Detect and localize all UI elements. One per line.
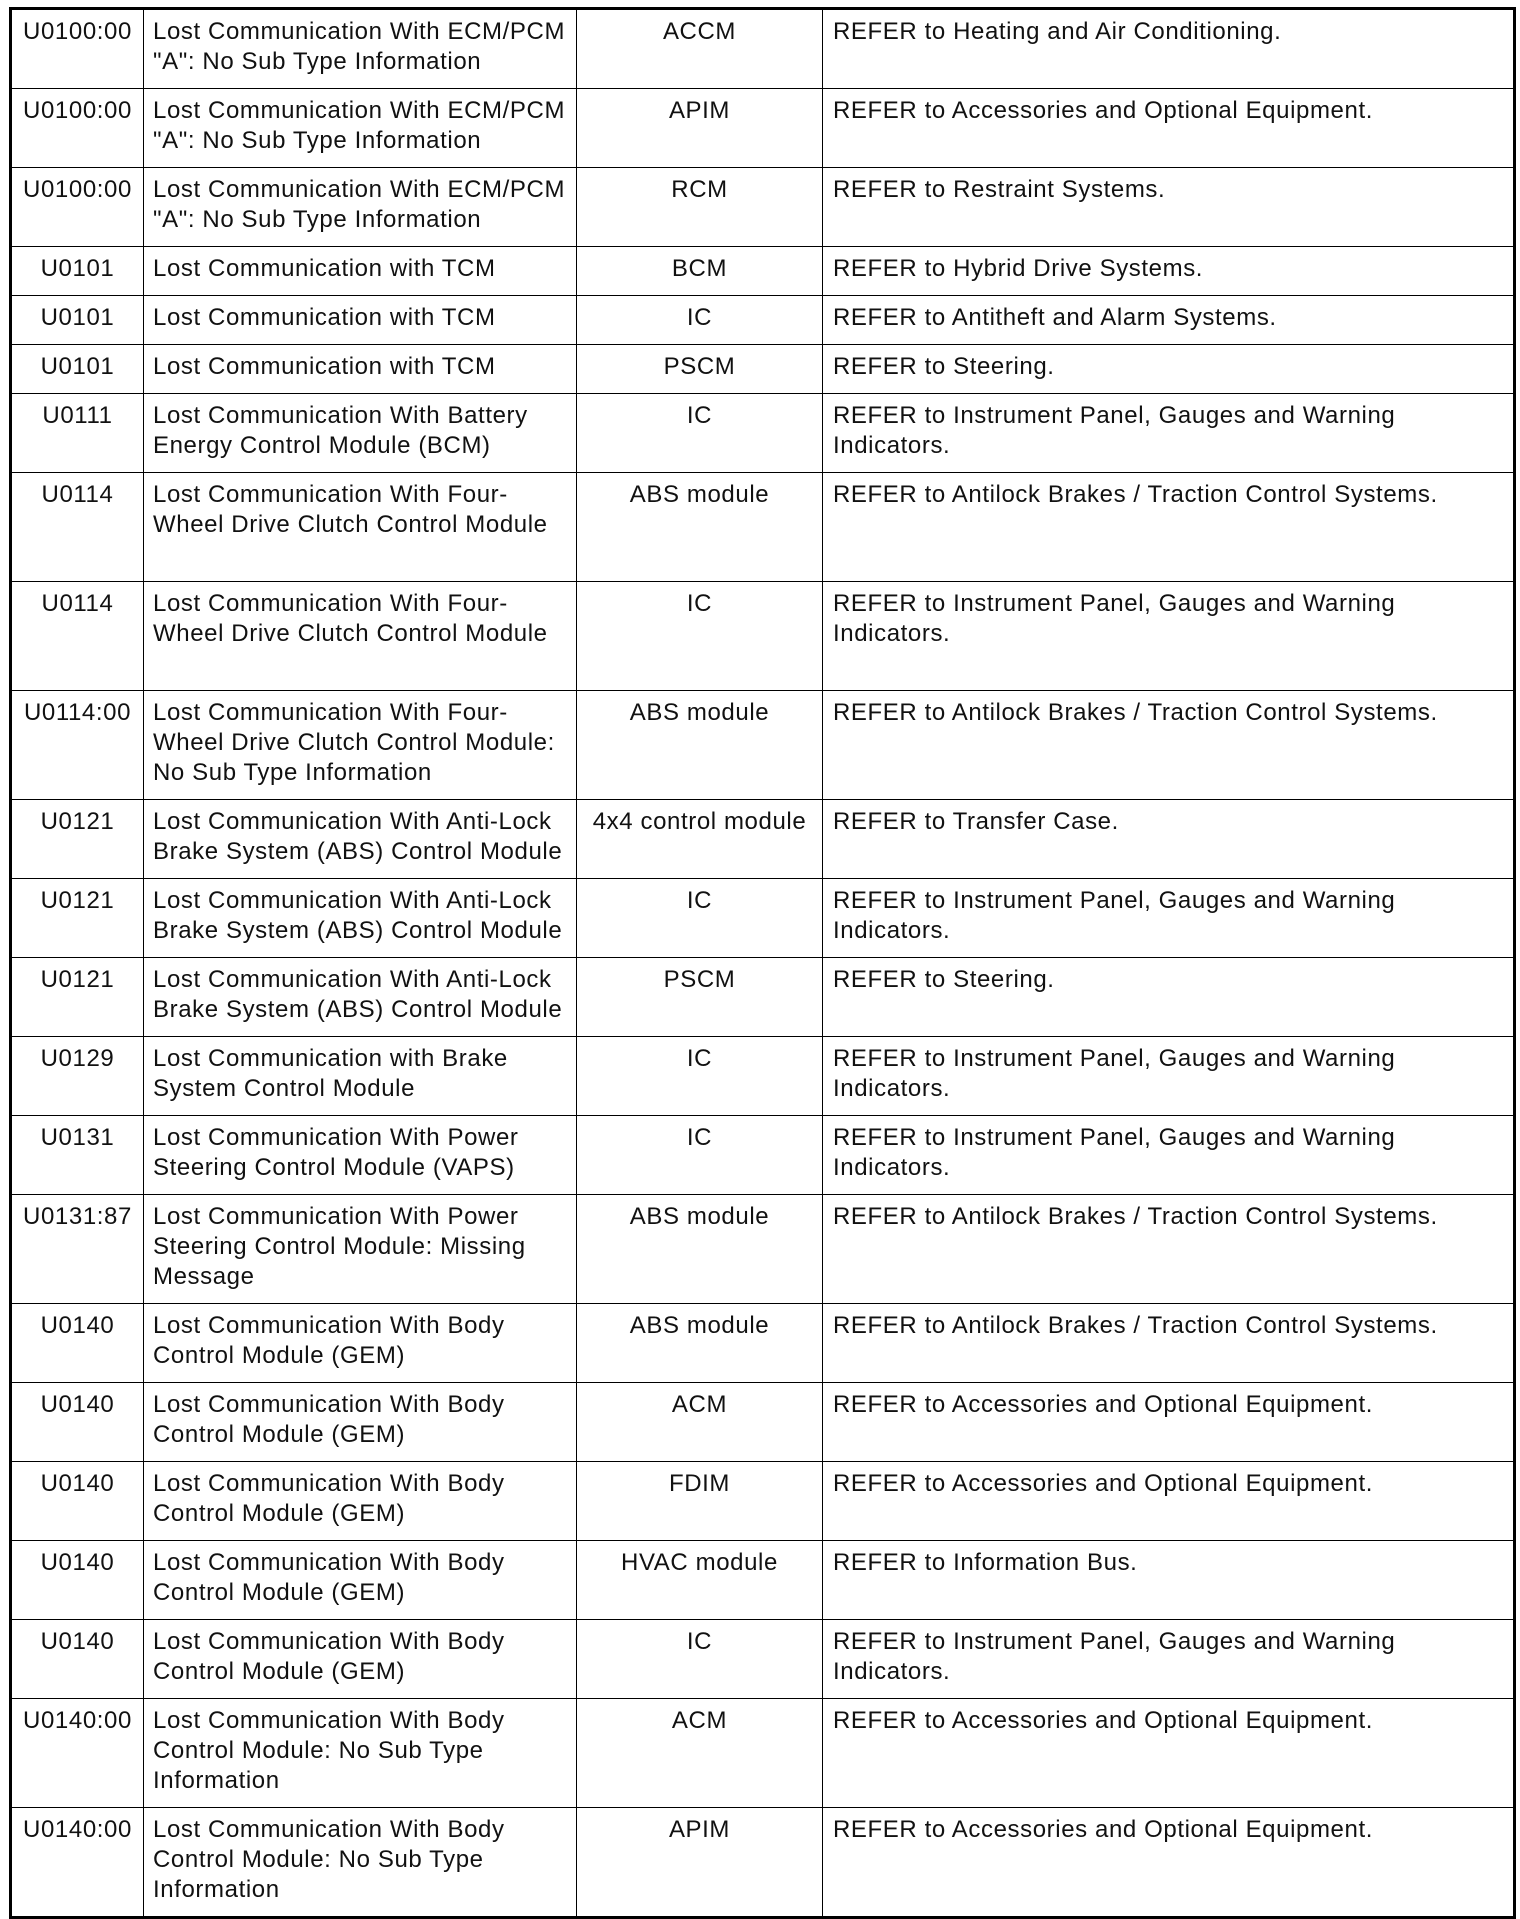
description-cell: Lost Communication with TCM <box>144 247 577 296</box>
action-cell: REFER to Hybrid Drive Systems. <box>823 247 1515 296</box>
module-cell: 4x4 control module <box>577 800 823 879</box>
dtc-code-cell: U0121 <box>11 958 144 1037</box>
module-cell: ABS module <box>577 1195 823 1304</box>
module-cell: ACM <box>577 1383 823 1462</box>
module-cell: ACCM <box>577 9 823 89</box>
action-cell: REFER to Antilock Brakes / Traction Control Systems. <box>823 1195 1515 1304</box>
description-cell: Lost Communication With Body Control Module (GEM) <box>144 1541 577 1620</box>
module-cell: FDIM <box>577 1462 823 1541</box>
table-row <box>11 247 1515 296</box>
dtc-code-cell: U0140 <box>11 1383 144 1462</box>
description-cell: Lost Communication With Four-Wheel Drive Clutch Control Module <box>144 473 577 582</box>
description-cell: Lost Communication With ECM/PCM "A": No Sub Type Information <box>144 168 577 247</box>
dtc-code-cell: U0101 <box>11 345 144 394</box>
action-cell: REFER to Transfer Case. <box>823 800 1515 879</box>
table-row <box>11 800 1515 879</box>
table-row <box>11 691 1515 800</box>
action-cell: REFER to Instrument Panel, Gauges and Warning Indicators. <box>823 1037 1515 1116</box>
table-row <box>11 89 1515 168</box>
action-cell: REFER to Antilock Brakes / Traction Control Systems. <box>823 1304 1515 1383</box>
module-cell: APIM <box>577 89 823 168</box>
action-cell: REFER to Antilock Brakes / Traction Control Systems. <box>823 473 1515 582</box>
module-cell: IC <box>577 1620 823 1699</box>
action-cell: REFER to Accessories and Optional Equipment. <box>823 1699 1515 1808</box>
description-cell: Lost Communication With Body Control Module (GEM) <box>144 1620 577 1699</box>
dtc-code-cell: U0140 <box>11 1304 144 1383</box>
table-row <box>11 582 1515 691</box>
description-cell: Lost Communication With ECM/PCM "A": No Sub Type Information <box>144 9 577 89</box>
module-cell: ABS module <box>577 473 823 582</box>
dtc-code-cell: U0131 <box>11 1116 144 1195</box>
module-cell: BCM <box>577 247 823 296</box>
module-cell: IC <box>577 582 823 691</box>
action-cell: REFER to Steering. <box>823 958 1515 1037</box>
table-row <box>11 1304 1515 1383</box>
description-cell: Lost Communication With Power Steering Control Module: Missing Message <box>144 1195 577 1304</box>
module-cell: PSCM <box>577 345 823 394</box>
dtc-code-cell: U0140 <box>11 1541 144 1620</box>
dtc-code-cell: U0121 <box>11 800 144 879</box>
description-cell: Lost Communication with Brake System Control Module <box>144 1037 577 1116</box>
module-cell: IC <box>577 1037 823 1116</box>
dtc-code-cell: U0121 <box>11 879 144 958</box>
module-cell: IC <box>577 296 823 345</box>
dtc-code-cell: U0140 <box>11 1620 144 1699</box>
action-cell: REFER to Instrument Panel, Gauges and Warning Indicators. <box>823 582 1515 691</box>
action-cell: REFER to Instrument Panel, Gauges and Warning Indicators. <box>823 1116 1515 1195</box>
dtc-code-cell: U0114 <box>11 582 144 691</box>
description-cell: Lost Communication With Battery Energy Control Module (BCM) <box>144 394 577 473</box>
description-cell: Lost Communication With Body Control Module: No Sub Type Information <box>144 1699 577 1808</box>
description-cell: Lost Communication With Power Steering Control Module (VAPS) <box>144 1116 577 1195</box>
description-cell: Lost Communication With Four-Wheel Drive Clutch Control Module <box>144 582 577 691</box>
table-row <box>11 1383 1515 1462</box>
table-row <box>11 1699 1515 1808</box>
module-cell: RCM <box>577 168 823 247</box>
dtc-code-cell: U0140 <box>11 1462 144 1541</box>
module-cell: HVAC module <box>577 1541 823 1620</box>
table-row <box>11 1116 1515 1195</box>
table-row <box>11 168 1515 247</box>
module-cell: IC <box>577 394 823 473</box>
table-row <box>11 473 1515 582</box>
description-cell: Lost Communication With Anti-Lock Brake System (ABS) Control Module <box>144 879 577 958</box>
dtc-code-cell: U0100:00 <box>11 168 144 247</box>
action-cell: REFER to Instrument Panel, Gauges and Warning Indicators. <box>823 394 1515 473</box>
action-cell: REFER to Accessories and Optional Equipment. <box>823 1808 1515 1918</box>
action-cell: REFER to Antitheft and Alarm Systems. <box>823 296 1515 345</box>
action-cell: REFER to Instrument Panel, Gauges and Warning Indicators. <box>823 879 1515 958</box>
action-cell: REFER to Heating and Air Conditioning. <box>823 9 1515 89</box>
action-cell: REFER to Restraint Systems. <box>823 168 1515 247</box>
action-cell: REFER to Accessories and Optional Equipment. <box>823 1462 1515 1541</box>
dtc-code-cell: U0114:00 <box>11 691 144 800</box>
description-cell: Lost Communication With Body Control Module: No Sub Type Information <box>144 1808 577 1918</box>
table-row <box>11 1195 1515 1304</box>
dtc-code-cell: U0100:00 <box>11 89 144 168</box>
module-cell: IC <box>577 1116 823 1195</box>
table-row <box>11 958 1515 1037</box>
table-row <box>11 9 1515 89</box>
description-cell: Lost Communication with TCM <box>144 296 577 345</box>
module-cell: IC <box>577 879 823 958</box>
action-cell: REFER to Antilock Brakes / Traction Control Systems. <box>823 691 1515 800</box>
table-row <box>11 394 1515 473</box>
action-cell: REFER to Instrument Panel, Gauges and Warning Indicators. <box>823 1620 1515 1699</box>
description-cell: Lost Communication With ECM/PCM "A": No Sub Type Information <box>144 89 577 168</box>
table-row <box>11 879 1515 958</box>
description-cell: Lost Communication With Body Control Module (GEM) <box>144 1383 577 1462</box>
dtc-code-cell: U0131:87 <box>11 1195 144 1304</box>
description-cell: Lost Communication with TCM <box>144 345 577 394</box>
description-cell: Lost Communication With Anti-Lock Brake System (ABS) Control Module <box>144 800 577 879</box>
module-cell: ABS module <box>577 1304 823 1383</box>
description-cell: Lost Communication With Body Control Module (GEM) <box>144 1462 577 1541</box>
table-row <box>11 345 1515 394</box>
table-row <box>11 1808 1515 1918</box>
module-cell: ABS module <box>577 691 823 800</box>
action-cell: REFER to Information Bus. <box>823 1541 1515 1620</box>
dtc-code-cell: U0111 <box>11 394 144 473</box>
table-row <box>11 1462 1515 1541</box>
description-cell: Lost Communication With Four-Wheel Drive Clutch Control Module: No Sub Type Information <box>144 691 577 800</box>
module-cell: APIM <box>577 1808 823 1918</box>
action-cell: REFER to Accessories and Optional Equipment. <box>823 89 1515 168</box>
dtc-code-cell: U0100:00 <box>11 9 144 89</box>
dtc-table <box>9 7 1516 1919</box>
dtc-code-cell: U0101 <box>11 296 144 345</box>
dtc-code-cell: U0129 <box>11 1037 144 1116</box>
action-cell: REFER to Steering. <box>823 345 1515 394</box>
table-row <box>11 296 1515 345</box>
table-row <box>11 1541 1515 1620</box>
dtc-code-cell: U0114 <box>11 473 144 582</box>
dtc-code-cell: U0140:00 <box>11 1808 144 1918</box>
dtc-code-cell: U0140:00 <box>11 1699 144 1808</box>
table-row <box>11 1620 1515 1699</box>
module-cell: PSCM <box>577 958 823 1037</box>
description-cell: Lost Communication With Body Control Module (GEM) <box>144 1304 577 1383</box>
dtc-code-cell: U0101 <box>11 247 144 296</box>
description-cell: Lost Communication With Anti-Lock Brake System (ABS) Control Module <box>144 958 577 1037</box>
table-row <box>11 1037 1515 1116</box>
module-cell: ACM <box>577 1699 823 1808</box>
action-cell: REFER to Accessories and Optional Equipment. <box>823 1383 1515 1462</box>
